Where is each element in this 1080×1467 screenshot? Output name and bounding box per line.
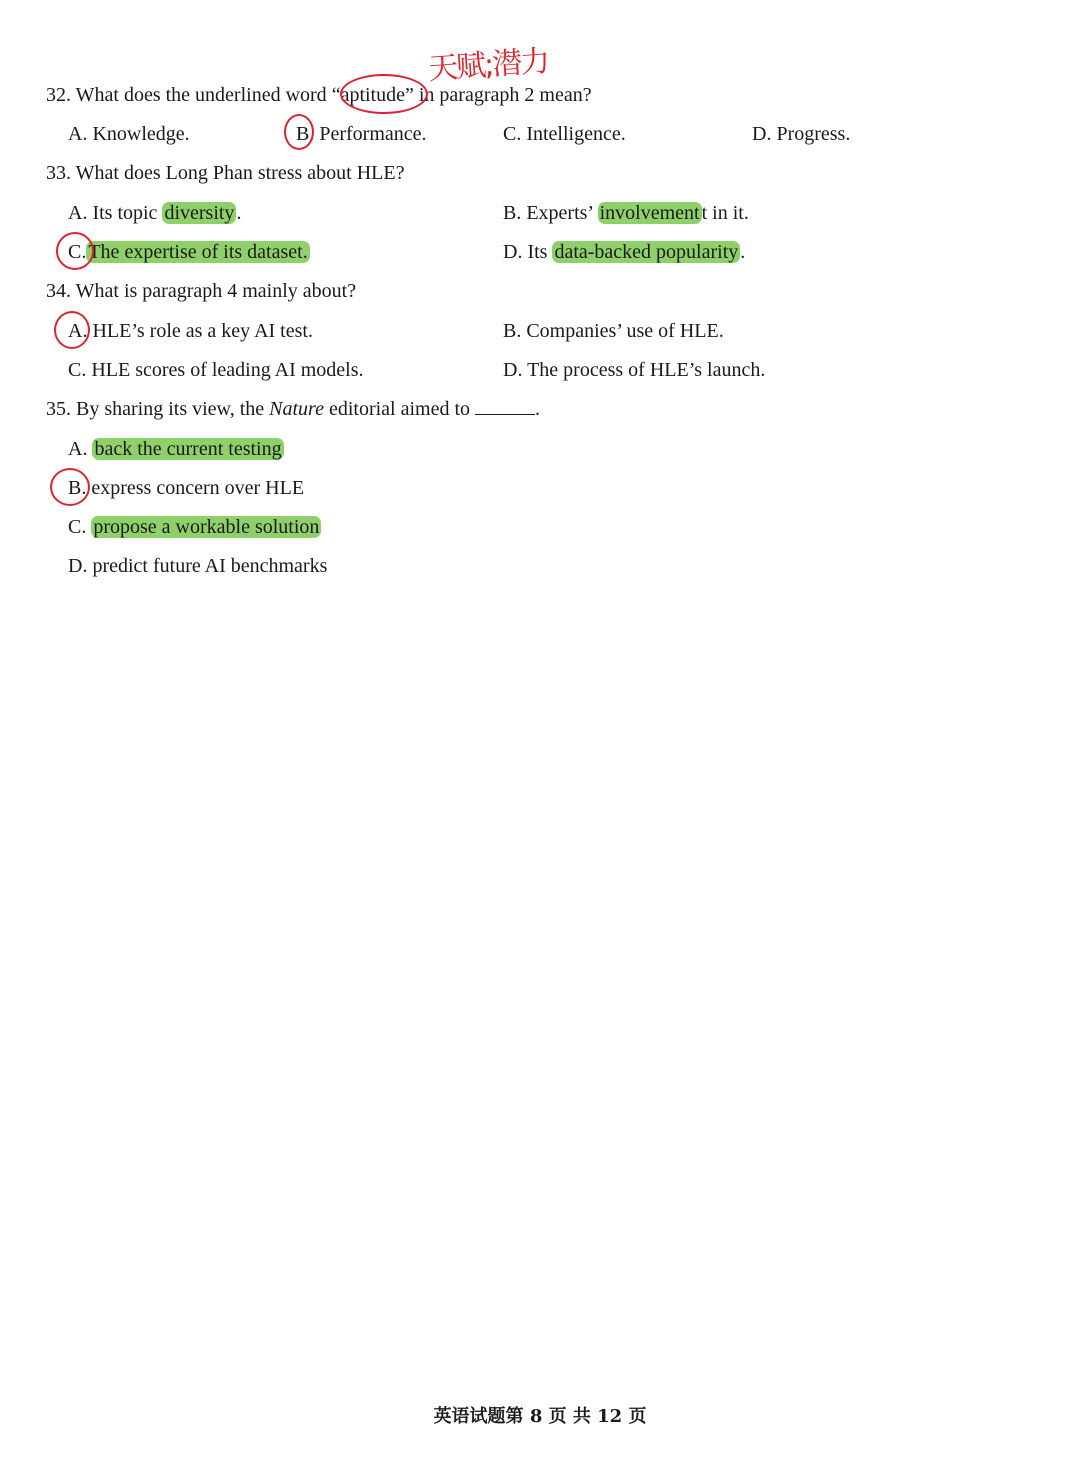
q33-option-b-highlight: involvement <box>599 202 700 224</box>
q35-stem-italic: Nature <box>269 398 324 420</box>
q35-option-c-pre: C. <box>68 516 92 538</box>
q35-option-a-highlight: back the current testing <box>94 438 282 460</box>
question-35-stem <box>46 396 540 422</box>
q34-number: 34. <box>46 280 71 302</box>
q33-option-b-post: t in it. <box>701 202 749 224</box>
question-32-stem <box>46 82 592 108</box>
q32-option-a: A. Knowledge. <box>68 123 190 145</box>
q32-underlined-word: “aptitude” <box>331 84 414 106</box>
q33-option-b-pre: B. Experts’ <box>503 202 598 224</box>
q32-number: 32. <box>46 84 71 106</box>
q32-stem-pre: What does the underlined word <box>75 84 332 106</box>
q35-answer-blank <box>475 396 535 415</box>
circle-q35-answer <box>50 468 90 506</box>
q34-stem-text: What is paragraph 4 mainly about? <box>75 280 357 302</box>
handwritten-note: 天赋;潜力 <box>427 43 550 88</box>
q35-option-b <box>68 475 304 501</box>
q34-option-b: B. Companies’ use of HLE. <box>503 320 724 342</box>
q33-option-d-pre: D. Its <box>503 241 553 263</box>
circle-q33-answer <box>56 232 94 270</box>
q34-option-a <box>68 318 313 344</box>
q35-option-c-highlight: propose a workable solution <box>93 516 320 538</box>
circle-q34-answer <box>54 311 90 349</box>
q35-option-b-text: express concern over HLE <box>86 477 305 499</box>
q34-option-c: C. HLE scores of leading AI models. <box>68 359 364 381</box>
q35-option-a-pre: A. <box>68 438 93 460</box>
q32-option-d: D. Progress. <box>752 123 851 145</box>
question-33-stem <box>46 160 404 186</box>
q34-option-a-letter: A. <box>68 320 88 342</box>
q35-option-d: D. predict future AI benchmarks <box>68 555 328 577</box>
q32-option-b-text: . Performance. <box>309 123 427 145</box>
q35-stem-post: editorial aimed to <box>323 398 476 420</box>
circle-q32-answer <box>284 114 314 150</box>
q33-option-a-highlight: diversity <box>164 202 235 224</box>
q35-option-b-letter: B. <box>68 477 87 499</box>
q32-option-c: C. Intelligence. <box>503 123 626 145</box>
q33-option-d-highlight: data-backed popularity <box>554 241 739 263</box>
q33-option-a <box>68 200 241 226</box>
q33-option-c <box>68 239 310 265</box>
circle-aptitude <box>340 74 428 114</box>
q35-number: 35. <box>46 398 71 420</box>
q33-option-a-pre: A. Its topic <box>68 202 163 224</box>
q33-option-c-highlight: The expertise of its dataset. <box>88 241 308 263</box>
question-34-stem <box>46 278 356 304</box>
q34-option-a-text: HLE’s role as a key AI test. <box>87 320 313 342</box>
q32-option-b <box>296 121 427 147</box>
page-footer: 英语试题第 8 页 共 12 页 <box>433 1406 647 1427</box>
q33-stem-text: What does Long Phan stress about HLE? <box>75 162 405 184</box>
q33-option-a-post: . <box>236 202 242 224</box>
q35-option-a <box>68 436 284 462</box>
q33-option-b <box>503 200 749 226</box>
q35-stem-end: . <box>535 398 541 420</box>
q33-option-d <box>503 239 745 265</box>
q35-stem-pre: By sharing its view, the <box>76 398 270 420</box>
q35-option-c <box>68 514 321 540</box>
q32-option-b-letter: B <box>296 123 310 145</box>
q33-option-c-letter: C. <box>68 241 87 263</box>
q34-option-d: D. The process of HLE’s launch. <box>503 359 766 381</box>
q32-stem-post: in paragraph 2 mean? <box>413 84 592 106</box>
q33-option-d-post: . <box>740 241 746 263</box>
q33-number: 33. <box>46 162 71 184</box>
